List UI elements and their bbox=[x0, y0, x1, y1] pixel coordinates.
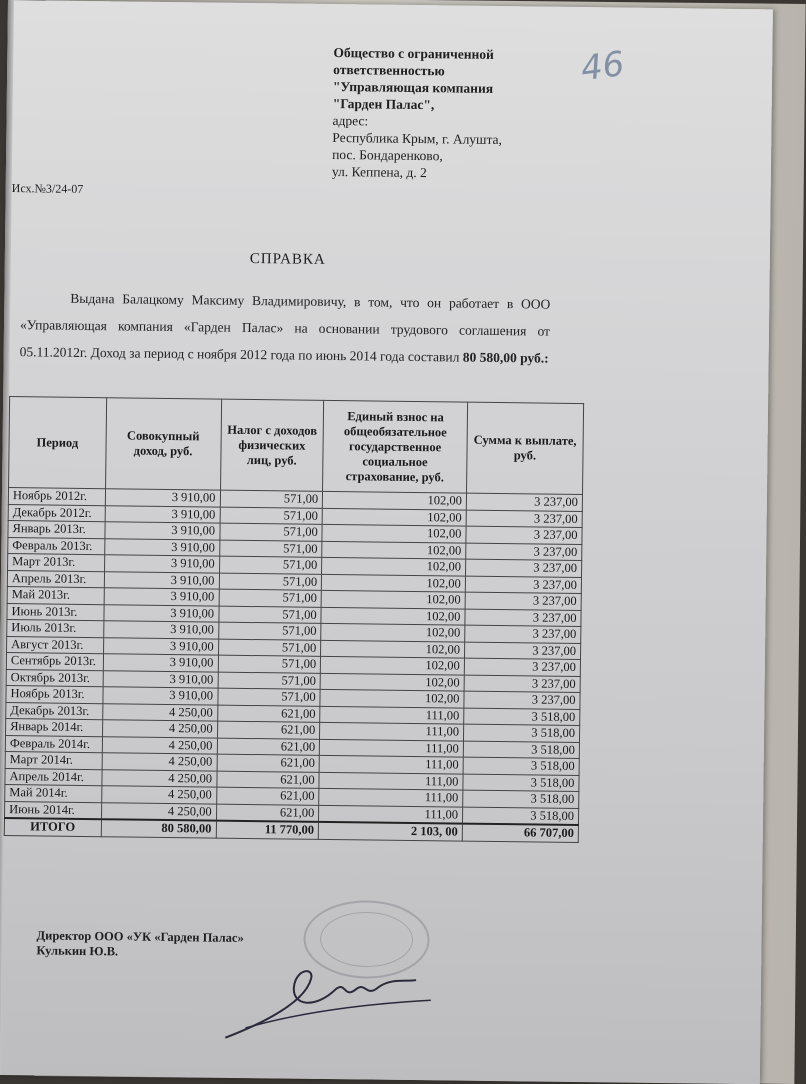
cell-income: 3 910,00 bbox=[104, 571, 219, 589]
cell-tax: 571,00 bbox=[218, 639, 321, 657]
total-tax: 11 770,00 bbox=[216, 821, 319, 839]
cell-period: Январь 2014г. bbox=[6, 719, 103, 737]
cell-payout: 3 237,00 bbox=[466, 510, 582, 528]
cell-income: 3 910,00 bbox=[105, 505, 220, 523]
column-header-social-contribution: Единый взнос на общеобязательное государственное социальное страхование, руб. bbox=[323, 400, 468, 493]
cell-social-contribution: 111,00 bbox=[319, 755, 463, 773]
cell-tax: 571,00 bbox=[219, 573, 322, 591]
cell-income: 3 910,00 bbox=[103, 670, 218, 688]
cell-payout: 3 237,00 bbox=[465, 592, 581, 610]
column-header-payout: Сумма к выплате, руб. bbox=[466, 402, 583, 494]
cell-social-contribution: 102,00 bbox=[322, 574, 466, 592]
cell-payout: 3 518,00 bbox=[463, 774, 579, 792]
sender-line: адрес: bbox=[332, 112, 369, 129]
outgoing-number: Исх.№3/24-07 bbox=[11, 181, 84, 196]
cell-period: Март 2014г. bbox=[5, 752, 102, 770]
certificate-body bbox=[20, 284, 551, 371]
cell-income: 4 250,00 bbox=[102, 753, 217, 771]
signatory-block bbox=[36, 928, 244, 961]
column-header-period: Период bbox=[9, 397, 107, 489]
cell-period: Май 2013г. bbox=[7, 587, 104, 605]
cell-period: Декабрь 2013г. bbox=[6, 702, 103, 720]
cell-period: Декабрь 2012г. bbox=[8, 504, 105, 522]
sender-address-block bbox=[332, 44, 574, 183]
cell-period: Апрель 2013г. bbox=[7, 570, 104, 588]
cell-tax: 571,00 bbox=[219, 589, 322, 607]
cell-payout: 3 237,00 bbox=[464, 691, 580, 709]
signatory-position: Директор ООО «УК «Гарден Палас» bbox=[36, 928, 244, 945]
cell-tax: 571,00 bbox=[217, 688, 320, 706]
cell-period: Июль 2013г. bbox=[7, 620, 104, 638]
cell-period: Май 2014г. bbox=[5, 785, 102, 803]
sender-line: "Управляющая компания bbox=[332, 78, 494, 96]
sender-line: Общество с ограниченной bbox=[333, 44, 494, 62]
cell-income: 3 910,00 bbox=[104, 538, 219, 556]
cell-tax: 621,00 bbox=[217, 754, 320, 772]
cell-social-contribution: 111,00 bbox=[320, 722, 464, 740]
cell-social-contribution: 111,00 bbox=[320, 739, 464, 757]
cell-tax: 621,00 bbox=[216, 787, 319, 805]
cell-tax: 571,00 bbox=[220, 490, 323, 508]
cell-income: 3 910,00 bbox=[103, 621, 218, 639]
cell-period: Март 2013г. bbox=[8, 554, 105, 572]
cell-social-contribution: 102,00 bbox=[323, 491, 467, 509]
cell-income: 4 250,00 bbox=[102, 720, 217, 738]
cell-tax: 571,00 bbox=[218, 606, 321, 624]
column-header-income: Совокупный доход, руб. bbox=[105, 398, 221, 490]
cell-payout: 3 518,00 bbox=[463, 724, 579, 742]
handwritten-page-number: 46 bbox=[578, 43, 627, 90]
cell-income: 3 910,00 bbox=[103, 654, 218, 672]
signatory-name: Кулькин Ю.В. bbox=[36, 943, 119, 959]
cell-period: Февраль 2014г. bbox=[5, 735, 102, 753]
cell-payout: 3 237,00 bbox=[465, 559, 581, 577]
cell-social-contribution: 102,00 bbox=[320, 673, 464, 691]
sender-line: ответственностью bbox=[333, 61, 445, 79]
cell-period: Январь 2013г. bbox=[8, 521, 105, 539]
cell-period: Август 2013г. bbox=[7, 636, 104, 654]
cell-social-contribution: 102,00 bbox=[322, 541, 466, 559]
cell-payout: 3 518,00 bbox=[463, 741, 579, 759]
cell-income: 4 250,00 bbox=[101, 802, 216, 820]
cell-social-contribution: 102,00 bbox=[322, 524, 466, 542]
cell-tax: 571,00 bbox=[219, 523, 322, 541]
cell-period: Апрель 2014г. bbox=[5, 768, 102, 786]
cell-tax: 621,00 bbox=[217, 738, 320, 756]
cell-income: 3 910,00 bbox=[103, 604, 218, 622]
handwritten-signature-icon bbox=[215, 958, 446, 1051]
cell-social-contribution: 102,00 bbox=[322, 508, 466, 526]
cell-social-contribution: 102,00 bbox=[321, 623, 465, 641]
cell-tax: 621,00 bbox=[216, 804, 319, 822]
cell-payout: 3 518,00 bbox=[463, 757, 579, 775]
cell-period: Июнь 2013г. bbox=[7, 603, 104, 621]
total-income: 80 580,00 bbox=[101, 819, 216, 837]
cell-tax: 571,00 bbox=[219, 556, 322, 574]
cell-income: 3 910,00 bbox=[103, 637, 218, 655]
cell-social-contribution: 111,00 bbox=[319, 788, 463, 806]
cell-income: 4 250,00 bbox=[102, 736, 217, 754]
cell-income: 4 250,00 bbox=[101, 786, 216, 804]
cell-tax: 621,00 bbox=[217, 705, 320, 723]
cell-tax: 571,00 bbox=[218, 622, 321, 640]
cell-tax: 571,00 bbox=[218, 672, 321, 690]
cell-social-contribution: 111,00 bbox=[319, 772, 463, 790]
cell-income: 3 910,00 bbox=[105, 489, 220, 507]
cell-social-contribution: 111,00 bbox=[320, 706, 464, 724]
total-label: ИТОГО bbox=[4, 818, 101, 836]
sender-line: пос. Бондаренково, bbox=[332, 146, 443, 164]
sender-line: Республика Крым, г. Алушта, bbox=[332, 129, 503, 148]
cell-tax: 571,00 bbox=[218, 655, 321, 673]
cell-income: 3 910,00 bbox=[104, 555, 219, 573]
cell-payout: 3 237,00 bbox=[464, 642, 580, 660]
cell-payout: 3 237,00 bbox=[464, 658, 580, 676]
cell-payout: 3 518,00 bbox=[463, 790, 579, 808]
cell-social-contribution: 102,00 bbox=[321, 656, 465, 674]
cell-payout: 3 237,00 bbox=[466, 526, 582, 544]
cell-payout: 3 237,00 bbox=[466, 543, 582, 561]
cell-income: 3 910,00 bbox=[102, 687, 217, 705]
cell-income: 4 250,00 bbox=[101, 769, 216, 787]
total-payout: 66 707,00 bbox=[462, 824, 578, 842]
cell-payout: 3 237,00 bbox=[465, 625, 581, 643]
cell-social-contribution: 102,00 bbox=[321, 590, 465, 608]
cell-period: Июнь 2014г. bbox=[5, 801, 102, 819]
column-header-tax: Налог с доходов физических лиц, руб. bbox=[220, 399, 324, 491]
total-social-contribution: 2 103, 00 bbox=[318, 822, 462, 841]
cell-period: Октябрь 2013г. bbox=[6, 669, 103, 687]
cell-payout: 3 237,00 bbox=[464, 675, 580, 693]
cell-payout: 3 518,00 bbox=[464, 708, 580, 726]
cell-social-contribution: 102,00 bbox=[322, 557, 466, 575]
cell-income: 3 910,00 bbox=[104, 522, 219, 540]
table-body bbox=[5, 488, 583, 825]
cell-tax: 571,00 bbox=[220, 507, 323, 525]
cell-social-contribution: 111,00 bbox=[319, 805, 463, 824]
cell-tax: 621,00 bbox=[216, 771, 319, 789]
cell-period: Ноябрь 2013г. bbox=[6, 686, 103, 704]
income-table bbox=[4, 396, 584, 842]
cell-social-contribution: 102,00 bbox=[320, 689, 464, 707]
document-title: СПРАВКА bbox=[249, 250, 326, 268]
sender-line: "Гарден Палас", bbox=[332, 95, 435, 113]
sender-line: ул. Кеппена, д. 2 bbox=[331, 163, 427, 181]
cell-income: 3 910,00 bbox=[104, 588, 219, 606]
cell-payout: 3 518,00 bbox=[462, 807, 578, 825]
cell-tax: 621,00 bbox=[217, 721, 320, 739]
cell-payout: 3 237,00 bbox=[465, 576, 581, 594]
body-total-amount: 80 580,00 руб.: bbox=[462, 349, 549, 366]
cell-social-contribution: 102,00 bbox=[321, 640, 465, 658]
cell-payout: 3 237,00 bbox=[466, 493, 582, 511]
cell-income: 4 250,00 bbox=[102, 703, 217, 721]
cell-period: Сентябрь 2013г. bbox=[6, 653, 103, 671]
cell-period: Февраль 2013г. bbox=[8, 537, 105, 555]
cell-period: Ноябрь 2012г. bbox=[8, 488, 105, 506]
body-text: Выдана Балацкому Максиму Владимировичу, в том, что он работает в ООО «Управляющая компания «Гарден Палас» на основании трудового соглашения от 05.11.2012г. Доход за период с ноября 2012 года по июнь 2014 года составил bbox=[19, 290, 551, 365]
cell-tax: 571,00 bbox=[219, 540, 322, 558]
cell-social-contribution: 102,00 bbox=[321, 607, 465, 625]
cell-payout: 3 237,00 bbox=[465, 609, 581, 627]
table-header-row bbox=[9, 397, 584, 495]
